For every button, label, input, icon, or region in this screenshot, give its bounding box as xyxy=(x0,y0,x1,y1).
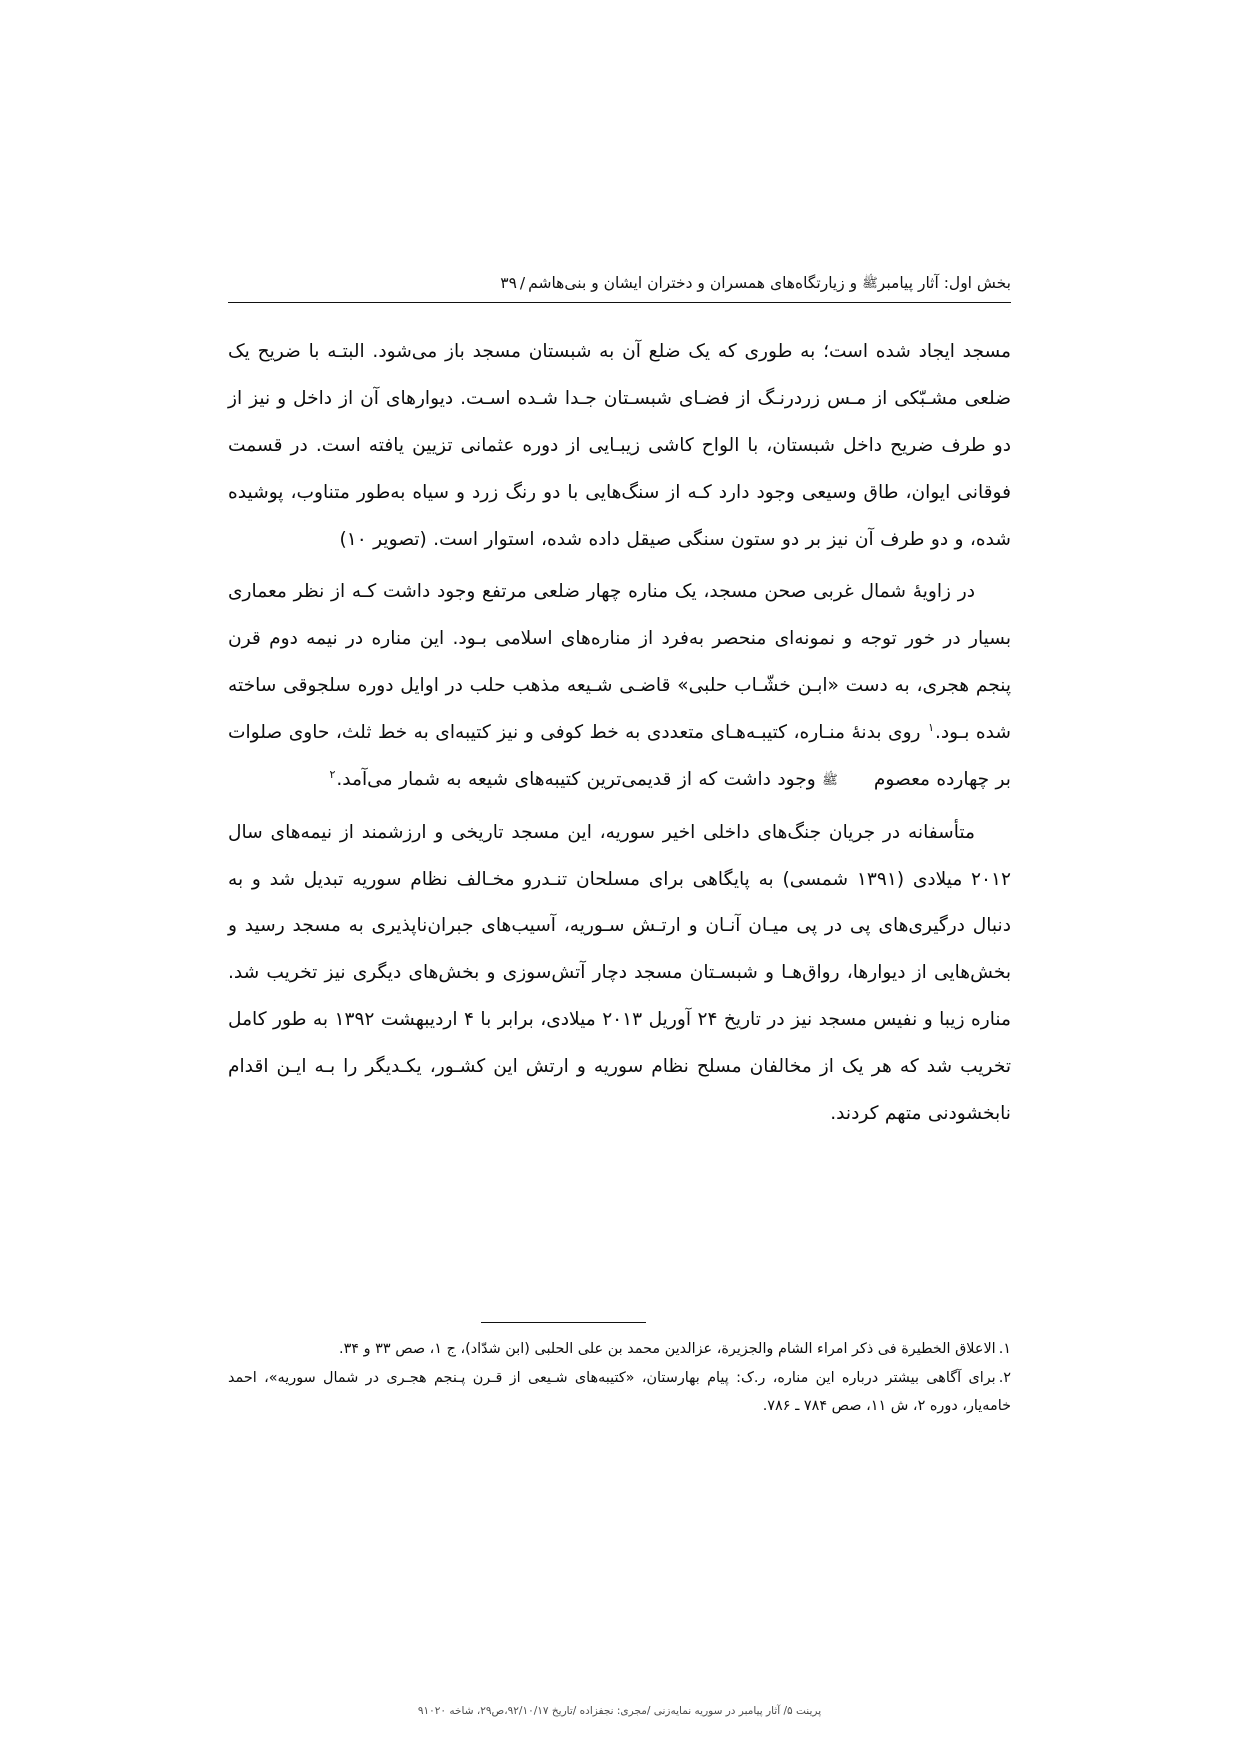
paragraph-2-text-after-ref: روی بدنهٔ منـاره، کتیبـه‌هـای متعددی به خط کوفی و نیز کتیبه‌ای به خط ثلث، حاوی صلوات بر چهارده معصوم xyxy=(228,722,1011,790)
running-header xyxy=(228,272,1011,302)
page-number: ۳۹ xyxy=(500,274,517,292)
print-watermark: پرینت ۵/ آثار پیامبر در سوریه نمایه‌زنی /مجری: نجفزاده /تاریخ ۹۲/۱۰/۱۷،ص۲۹، شاخه ۹۱۰۲۰ xyxy=(417,1705,822,1717)
footnote-list xyxy=(228,1335,1011,1420)
pbuh-honorific-icon-inline: ﷺ xyxy=(822,772,838,788)
footnote-ref-2[interactable]: ۲ xyxy=(329,767,336,781)
paragraph-1-text: مسجد ایجاد شده است؛ به طوری که یک ضلع آن به شبستان مسجد باز می‌شود. البتـه با ضریح یک ضلعی مشـبّکی از مـس زردرنـگ از فضـای شبسـتان جـدا شـده اسـت. دیوارهای آن از داخل و نیز از دو طرف ضریح داخل شبستان، با الواح کاشی زیبـایی از دوره عثمانی تزیین یافته است. در قسمت فوقانی ایوان، طاق وسیعی وجود دارد کـه از سنگ‌هایی با دو رنگ زرد و سیاه به‌طور متناوب، پوشیده شده، و دو طرف آن نیز بر دو ستون سنگی صیقل داده شده، استوار است. (تصویر ۱۰) xyxy=(228,341,1011,550)
paragraph-2 xyxy=(228,569,1011,803)
footnote-item xyxy=(228,1335,1011,1363)
running-header-section-title-cont: و زیارتگاه‌های همسران و دختران ایشان و بنی‌هاشم xyxy=(528,274,858,292)
pbuh-honorific-icon: ﷺ xyxy=(862,276,878,291)
footnote-text: برای آگاهی بیشتر درباره این مناره، ر.ک: پیام بهارستان، «کتیبه‌های شـیعی از قـرن پـنجم هجـری در شمال سوریه»، احمد خامه‌یار، دوره ۲، ش ۱۱، صص ۷۸۴ ـ ۷۸۶. xyxy=(228,1370,1011,1415)
footnote-marker: ۲. xyxy=(998,1370,1011,1387)
running-header-separator: / xyxy=(519,274,526,292)
footnote-marker: ۱. xyxy=(998,1341,1011,1357)
footnote-item xyxy=(228,1364,1011,1420)
header-divider xyxy=(228,302,1011,303)
footnote-divider xyxy=(481,1322,646,1323)
footnotes-block xyxy=(228,1322,1011,1421)
paragraph-1 xyxy=(228,329,1011,563)
page-content xyxy=(228,272,1011,1138)
footnote-text: الاعلاق الخطیرة فی ذکر امراء الشام والجزیرة، عزالدین محمد بن علی الحلبی (ابن شدّاد)، ج ۱، صص ۳۳ و ۳۴. xyxy=(339,1341,996,1357)
paragraph-3-text: متأسفانه در جریان جنگ‌های داخلی اخیر سوریه، این مسجد تاریخی و ارزشمند از نیمه‌های سال ۲۰۱۲ میلادی (۱۳۹۱ شمسی) به پایگاهی برای مسلحان تنـدرو مخـالف نظام سوریه تبدیل شد و به دنبال درگیری‌های پی در پی میـان آنـان و ارتـش سـوریه، آسیب‌های جبران‌ناپذیری به مسجد رسید و بخش‌هایی از دیوارها، رواق‌هـا و شبسـتان مسجد دچار آتش‌سوزی و بخش‌های دیگری نیز تخریب شد. مناره زیبا و نفیس مسجد نیز در تاریخ ۲۴ آوریل ۲۰۱۳ میلادی، برابر با ۴ اردیبهشت ۱۳۹۲ به طور کامل تخریب شد که هر یک از مخالفان مسلح نظام سوریه و ارتش این کشـور، یکـدیگر را بـه ایـن اقدام نابخشودنی متهم کردند. xyxy=(228,821,1011,1124)
paragraph-3 xyxy=(228,810,1011,1138)
running-header-section-title: بخش اول: آثار پیامبر xyxy=(877,274,1011,292)
paragraph-2-text: در زاویهٔ شمال غربی صحن مسجد، یک مناره چهار ضلعی مرتفع وجود داشت کـه از نظر معماری بسیار در خور توجه و نمونه‌ای منحصر به‌فرد از مناره‌های اسلامی بـود. این مناره در نیمه دوم قرن پنجم هجری، به دست «ابـن خشّـاب حلبی» قاضـی شـیعه مذهب حلب در اوایل دوره سلجوقی ساخته شده بـود. xyxy=(228,581,1011,743)
footnote-ref-1[interactable]: ۱ xyxy=(928,720,934,734)
body-text xyxy=(228,329,1011,1137)
paragraph-2-text-tail: وجود داشت که از قدیمی‌ترین کتیبه‌های شیعه به شمار می‌آمد. xyxy=(336,768,816,790)
